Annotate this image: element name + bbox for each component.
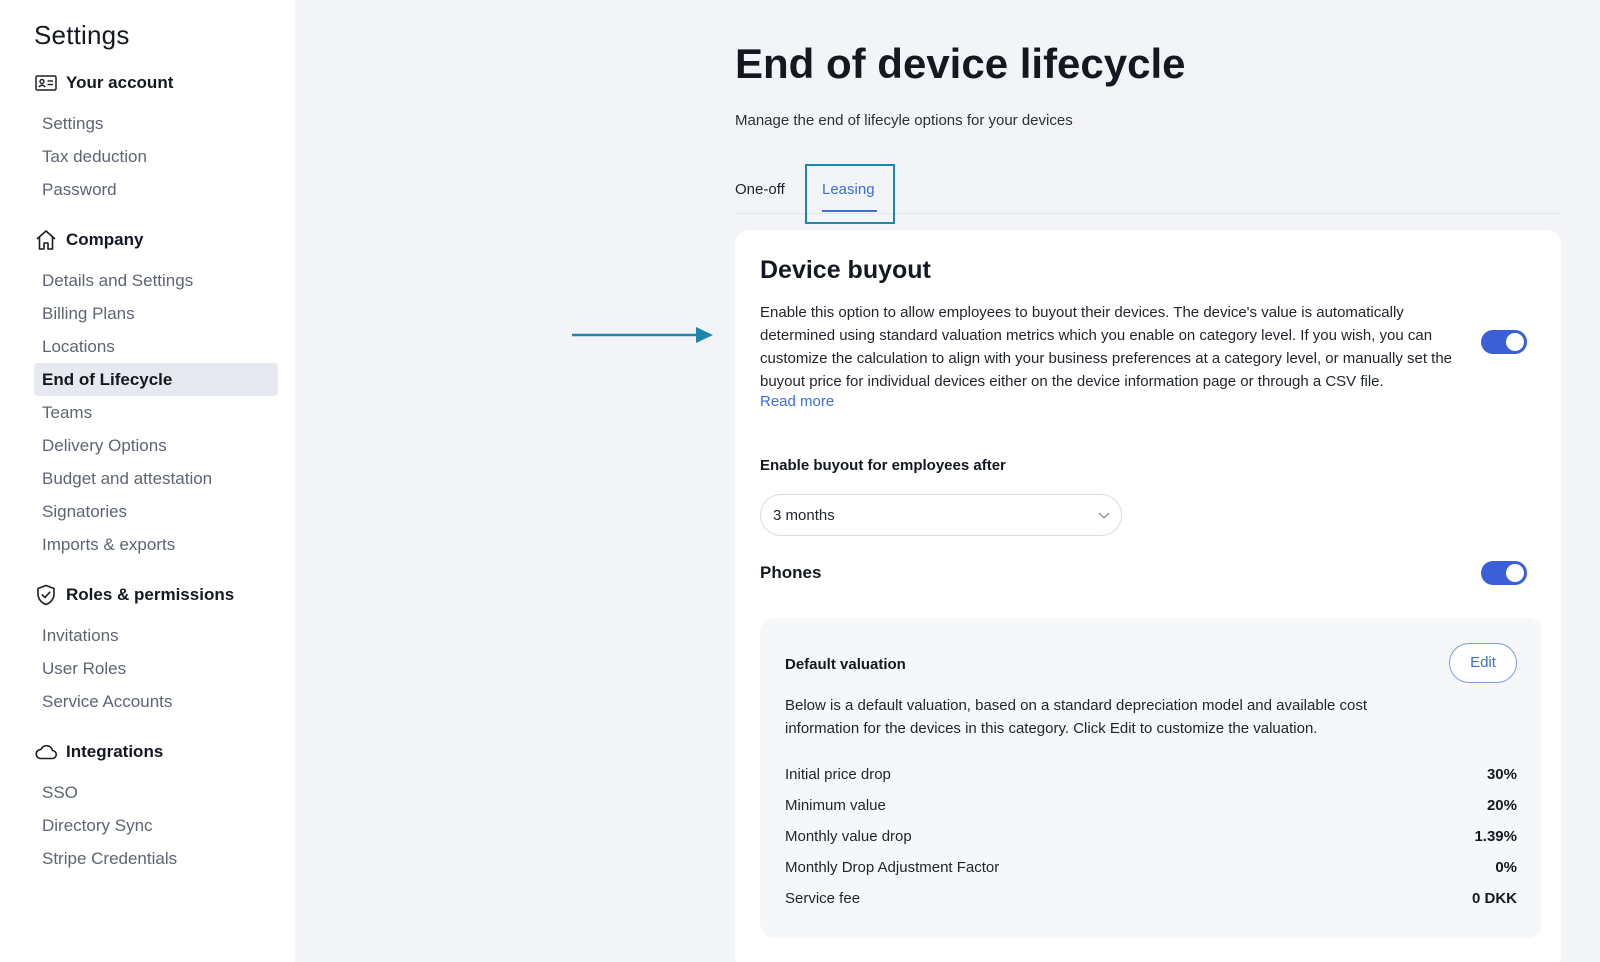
section-label: Company [66, 230, 144, 249]
sidebar-item-billing-plans[interactable]: Billing Plans [42, 304, 135, 323]
sidebar-section-roles [34, 583, 295, 718]
tab-leasing-label: Leasing [822, 181, 875, 198]
sidebar-item-budget-and-attestation[interactable]: Budget and attestation [42, 469, 213, 488]
sidebar-item-invitations[interactable]: Invitations [42, 626, 119, 645]
sidebar-section-integrations [34, 740, 295, 875]
metric-row [785, 853, 1517, 884]
sidebar-section-company [34, 228, 295, 561]
metric-row [785, 822, 1517, 853]
sidebar [0, 0, 295, 962]
sidebar-section-your-account [34, 71, 295, 206]
metric-value: 0 DKK [1471, 890, 1517, 907]
metric-name: Monthly Drop Adjustment Factor [785, 859, 1000, 876]
device-buyout-title: Device buyout [760, 256, 931, 284]
metric-value: 0% [1495, 859, 1517, 876]
sidebar-title: Settings [34, 20, 130, 50]
metric-name: Service fee [785, 890, 861, 907]
shield-check-icon [34, 583, 58, 607]
edit-button[interactable]: Edit [1449, 643, 1517, 683]
tab-leasing[interactable] [805, 164, 895, 224]
section-label: Roles & permissions [66, 585, 235, 604]
metric-value: 1.39% [1474, 828, 1517, 845]
device-buyout-toggle[interactable] [1481, 330, 1527, 354]
sidebar-item-locations[interactable]: Locations [42, 337, 115, 356]
sidebar-item-sso[interactable]: SSO [42, 783, 78, 802]
metric-name: Initial price drop [785, 766, 891, 783]
sidebar-item-delivery-options[interactable]: Delivery Options [42, 436, 167, 455]
page-title: End of device lifecycle [735, 40, 1186, 87]
default-valuation-description: Below is a default valuation, based on a standard depreciation model and available cost information for the devices in this category. Click Edit to customize the valuation. [785, 697, 1368, 737]
section-header-your-account [34, 71, 295, 95]
sidebar-item-imports-exports[interactable]: Imports & exports [42, 535, 176, 554]
toggle-knob [1506, 564, 1524, 582]
tab-bar [735, 164, 1561, 214]
metric-value: 20% [1486, 797, 1517, 814]
id-card-icon [34, 71, 58, 95]
sidebar-item-end-of-lifecycle[interactable]: End of Lifecycle [34, 363, 278, 396]
phones-label: Phones [760, 563, 822, 582]
valuation-metrics [785, 760, 1517, 915]
phones-toggle[interactable] [1481, 561, 1527, 585]
default-valuation-panel [760, 618, 1542, 938]
tab-one-off[interactable]: One-off [735, 181, 785, 198]
sidebar-item-stripe-credentials[interactable]: Stripe Credentials [42, 849, 178, 868]
metric-row [785, 884, 1517, 915]
section-label: Your account [66, 73, 174, 92]
metric-name: Minimum value [785, 797, 886, 814]
sidebar-item-details-and-settings[interactable]: Details and Settings [42, 271, 194, 290]
sidebar-item-settings[interactable]: Settings [42, 114, 104, 133]
default-valuation-title: Default valuation [785, 656, 906, 673]
metric-row [785, 791, 1517, 822]
sidebar-item-signatories[interactable]: Signatories [42, 502, 128, 521]
home-icon [34, 228, 58, 252]
sidebar-item-user-roles[interactable]: User Roles [42, 659, 127, 678]
metric-row [785, 760, 1517, 791]
cloud-icon [34, 740, 58, 764]
section-header-integrations [34, 740, 295, 764]
buyout-after-select[interactable] [760, 494, 1122, 536]
sidebar-item-directory-sync[interactable]: Directory Sync [42, 816, 153, 835]
section-header-company [34, 228, 295, 252]
chevron-down-icon [1097, 508, 1111, 522]
section-label: Integrations [66, 742, 164, 761]
section-header-roles [34, 583, 295, 607]
toggle-knob [1506, 333, 1524, 351]
buyout-after-value: 3 months [773, 507, 835, 524]
annotation-arrow-icon [572, 326, 714, 344]
sidebar-item-teams[interactable]: Teams [42, 403, 93, 422]
active-tab-indicator [822, 210, 877, 212]
device-buyout-description: Enable this option to allow employees to buyout their devices. The device's value is automatically determined using standard valuation metrics which you enable on category level. If you wish, you can customize the calculation to align with your business preferences at a category level, or manually set the buyout price for individual devices either on the device information page or through a CSV file. [760, 304, 1453, 390]
sidebar-item-password[interactable]: Password [42, 180, 117, 199]
metric-value: 30% [1486, 766, 1517, 783]
read-more-link[interactable]: Read more [760, 393, 835, 410]
page-subtitle: Manage the end of lifecyle options for your devices [735, 112, 1073, 129]
sidebar-item-service-accounts[interactable]: Service Accounts [42, 692, 173, 711]
metric-name: Monthly value drop [785, 828, 912, 845]
device-buyout-card [735, 230, 1561, 962]
sidebar-item-tax-deduction[interactable]: Tax deduction [42, 147, 147, 166]
buyout-after-label: Enable buyout for employees after [760, 457, 1006, 474]
